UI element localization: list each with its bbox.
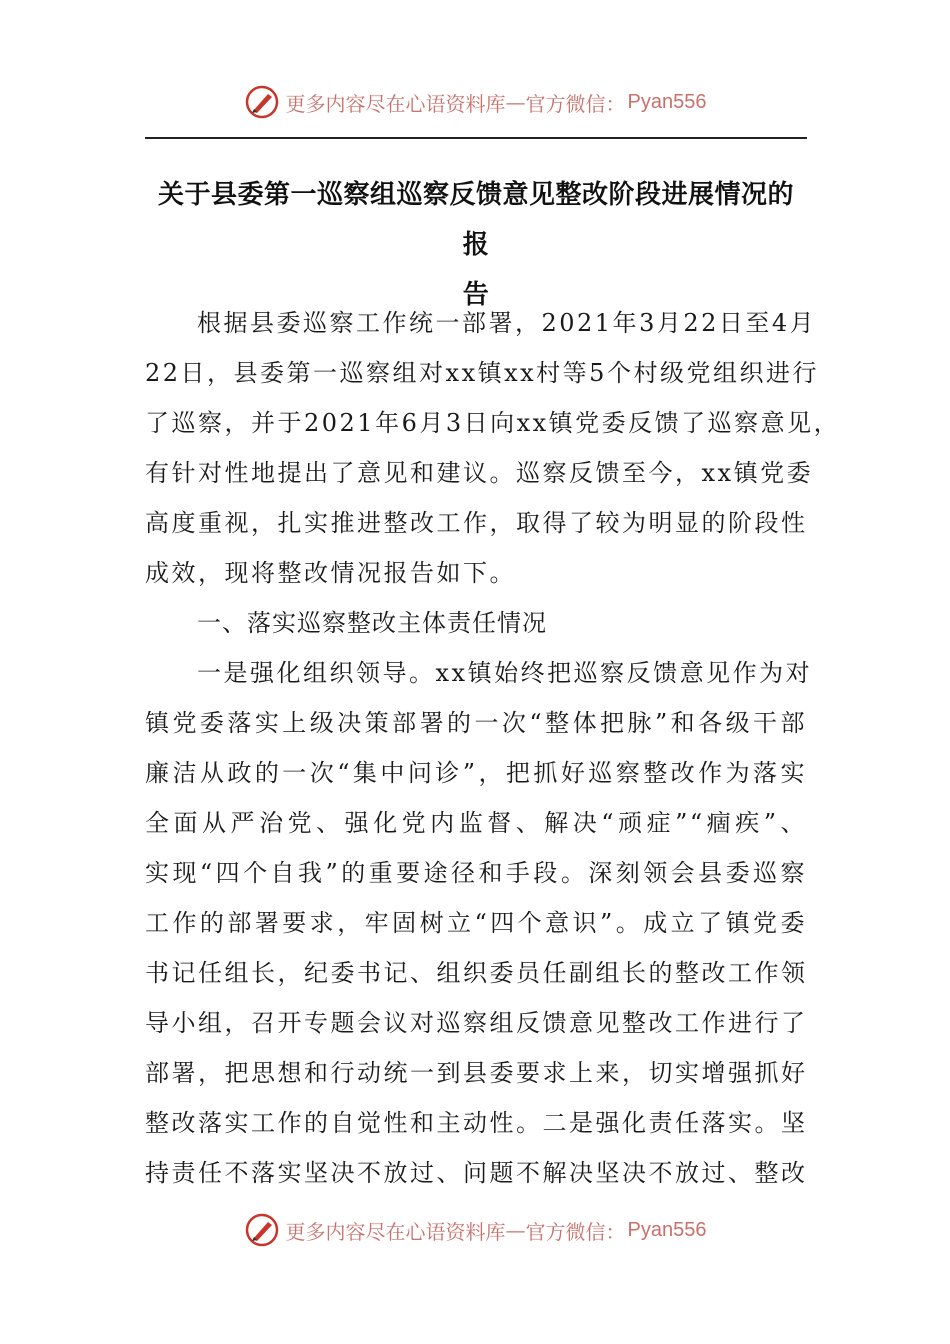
paragraph-1-line: 成效，现将整改情况报告如下。 <box>145 559 516 587</box>
paragraph-2-line: 全面从严治党、强化党内监督、解决“顽症”“痼疾”、 <box>145 809 807 837</box>
paragraph-2-line: 实现“四个自我”的重要途径和手段。深刻领会县委巡察 <box>145 859 807 887</box>
header-divider <box>145 137 807 139</box>
title-line-1: 关于县委第一巡察组巡察反馈意见整改阶段进展情况的报 <box>157 180 794 260</box>
banner-wechat-label: 官方微信： <box>525 1219 626 1244</box>
paragraph-2-line: 工作的部署要求，牢固树立“四个意识”。成立了镇党委 <box>145 909 807 937</box>
paragraph-2-line: 书记任组长，纪委书记、组织委员任副组长的整改工作领 <box>145 959 808 987</box>
pen-logo-icon <box>244 1212 280 1248</box>
banner-wechat-label: 官方微信： <box>525 91 626 116</box>
footer-banner <box>0 1210 950 1250</box>
title-line-2: 告 <box>462 280 490 310</box>
document-body <box>145 298 841 1198</box>
paragraph-1-line: 了巡察，并于2021年6月3日向xx镇党委反馈了巡察意见， <box>145 409 841 437</box>
section-1-heading: 一、落实巡察整改主体责任情况 <box>197 609 547 637</box>
banner-handle: Pyan556 <box>627 90 707 113</box>
paragraph-1-line: 根据县委巡察工作统一部署，2021年3月22日至4月 <box>197 309 817 337</box>
paragraph-1-line: 22日，县委第一巡察组对xx镇xx村等5个村级党组织进行 <box>145 359 819 387</box>
paragraph-2-line: 镇党委落实上级决策部署的一次“整体把脉”和各级干部 <box>145 709 807 737</box>
paragraph-2-line: 导小组，召开专题会议对巡察组反馈意见整改工作进行了 <box>145 1009 808 1037</box>
paragraph-1-line: 高度重视，扎实推进整改工作，取得了较为明显的阶段性 <box>145 509 808 537</box>
header-banner <box>0 82 950 122</box>
banner-handle: Pyan556 <box>627 1218 707 1241</box>
paragraph-2-line: 持责任不落实坚决不放过、问题不解决坚决不放过、整改 <box>145 1159 808 1187</box>
paragraph-2-line: 整改落实工作的自觉性和主动性。二是强化责任落实。坚 <box>145 1109 808 1137</box>
pen-logo-icon <box>244 84 280 120</box>
paragraph-2-line: 部署，把思想和行动统一到县委要求上来，切实增强抓好 <box>145 1059 808 1087</box>
banner-text: 更多内容尽在心语资料库 <box>285 1219 506 1244</box>
banner-text: 更多内容尽在心语资料库 <box>285 91 506 116</box>
paragraph-1-line: 有针对性地提出了意见和建议。巡察反馈至今，xx镇党委 <box>145 459 814 487</box>
paragraph-2-line: 一是强化组织领导。xx镇始终把巡察反馈意见作为对 <box>197 659 813 687</box>
banner-dash: — <box>505 90 526 114</box>
paragraph-2-line: 廉洁从政的一次“集中问诊”，把抓好巡察整改作为落实 <box>145 759 807 787</box>
banner-dash: — <box>505 1218 526 1242</box>
